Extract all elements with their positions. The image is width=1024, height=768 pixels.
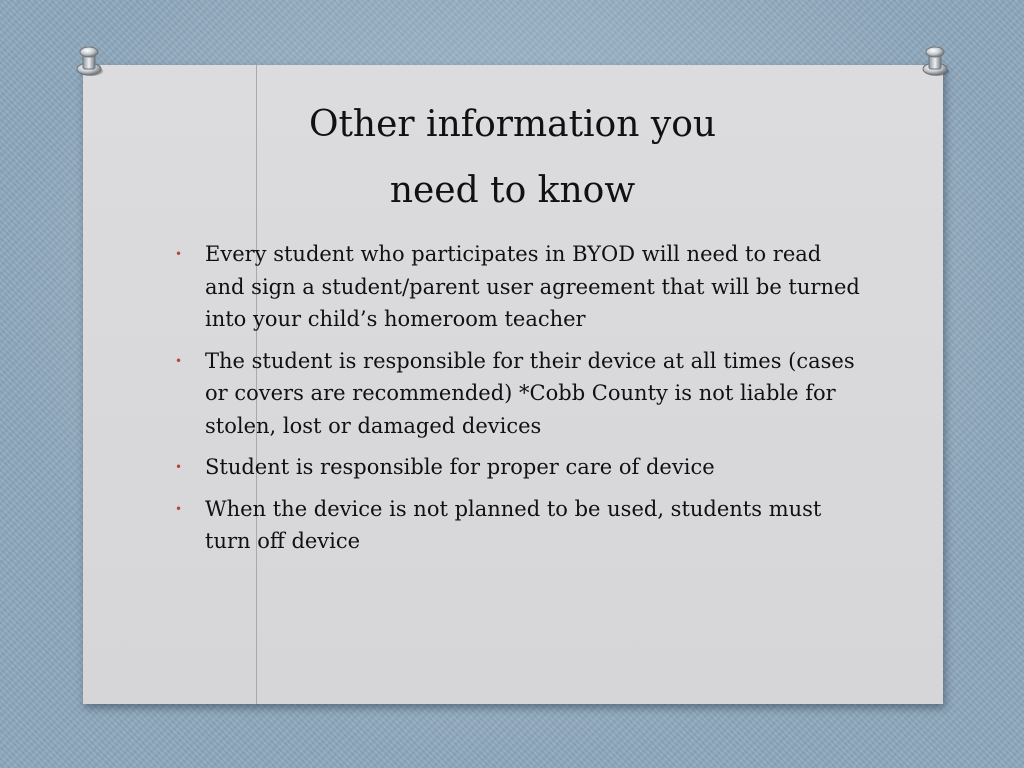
- bullet-icon: •: [175, 247, 183, 261]
- bullet-item: [172, 345, 862, 443]
- slide-title: [200, 92, 825, 224]
- bullet-list: [172, 238, 862, 567]
- bullet-text: When the device is not planned to be used, students must turn off device: [205, 496, 822, 553]
- pushpin-icon: [918, 44, 952, 78]
- bullet-icon: •: [175, 353, 183, 368]
- bullet-item: [172, 238, 862, 336]
- pushpin-icon: [72, 44, 106, 78]
- bullet-item: [172, 451, 862, 484]
- title-line-2: need to know: [389, 170, 636, 211]
- bullet-text: The student is responsible for their device at all times (cases or covers are recommended) *Cobb County is not liable for stolen, lost or damaged devices: [205, 348, 855, 438]
- bullet-text: Every student who participates in BYOD will need to read and sign a student/parent user agreement that will be turned into your child’s homeroom teacher: [205, 242, 860, 331]
- title-line-1: Other information you: [308, 104, 717, 145]
- bullet-item: [172, 493, 862, 558]
- bullet-text: Student is responsible for proper care of device: [205, 455, 715, 479]
- bullet-icon: •: [175, 501, 183, 516]
- bullet-icon: •: [175, 460, 183, 474]
